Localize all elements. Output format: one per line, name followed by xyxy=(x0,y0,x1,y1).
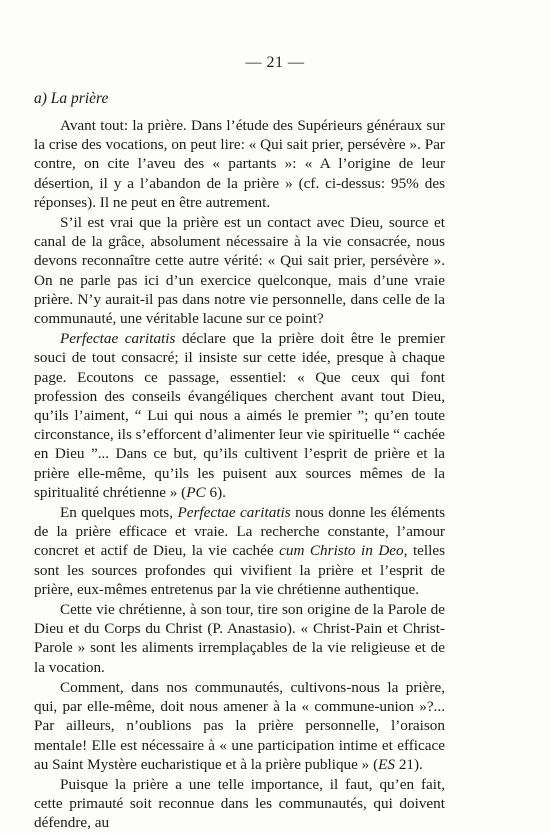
paragraph-3-text: déclare que la prière doit être le premier souci de tout consacré; il insiste sur cette idée, presque à chaque page. Ecoutons ce passage, essentiel: « Que ceux qui font profession des conseils évangéliques cherchent avant tout Dieu, qu’ils l’aiment, “ Lui qui nous a aimés le premier ”; qu’en toute circonstance, ils s’efforcent d’alimenter leur vie spirituelle “ cachée en Dieu ”... Dans ce but, qu’ils cultivent l’esprit de prière et la prière elle-même, qu’ils les puisent aux sources mêmes de la spiritualité chrétienne » ( xyxy=(34,330,445,501)
reference-tail: 6). xyxy=(205,483,226,501)
reference-abbrev: ES xyxy=(378,755,396,773)
section-label: a) xyxy=(34,90,47,107)
reference-abbrev: PC xyxy=(186,483,206,501)
italic-title: Perfectae caritatis xyxy=(60,330,176,348)
italic-title: Perfectae caritatis xyxy=(177,504,291,522)
paragraph-5: Cette vie chrétienne, à son tour, tire son origine de la Parole de Dieu et du Corps du Christ (P. Anastasio). « Christ-Pain et Christ-Parole » sont les aliments irremplaçables de la vie religieuse et de la vocation. xyxy=(34,601,445,676)
paragraph-4-text-a: En quelques mots, xyxy=(60,504,178,522)
paragraph-4 xyxy=(34,503,445,599)
paragraph-6 xyxy=(34,678,445,774)
paragraph-2: S’il est vrai que la prière est un contact avec Dieu, source et canal de la grâce, absolument nécessaire à la vie consacrée, nous devons reconnaître cette autre vérité: « Qui sait prier, persévère ». On ne parle pas ici d’un exercice quelconque, mais d’une vraie prière. N’y aurait-il pas dans notre vie personnelle, dans celle de la communauté, une véritable lacune sur ce point? xyxy=(34,214,445,328)
paragraph-7: Puisque la prière a une telle importance, il faut, qu’en fait, cette primauté soit reconnue dans les communautés, qui doivent défendre, au xyxy=(34,775,445,832)
section-heading xyxy=(34,90,108,108)
latin-phrase: cum Christo in Deo, xyxy=(279,542,408,560)
paragraph-6-text: Comment, dans nos communautés, cultivons-nous la prière, qui, par elle-même, doit nous amener à la « commune-union »?... Par ailleurs, n’oublions pas la prière personnelle, l’oraison mentale! Elle est nécessaire à « une participation intime et efficace au Saint Mystère eucharistique et à la prière publique » ( xyxy=(34,678,445,773)
paragraph-4-text-c: telles sont les sources profondes qui vivifient la prière et l’esprit de prière, eux-mêmes entretenus par la vie chrétienne authentique. xyxy=(34,542,445,598)
page-number: — 21 — xyxy=(245,54,305,71)
section-title: La prière xyxy=(50,90,109,107)
paragraph-3 xyxy=(34,329,445,502)
body-text xyxy=(34,116,445,833)
reference-tail: 21). xyxy=(395,755,423,773)
paragraph-1: Avant tout: la prière. Dans l’étude des Supérieurs généraux sur la crise des vocations, on peut lire: « Qui sait prier, persévère ». Par contre, on cite l’aveu des « partants »: « A l’origine de leur désertion, il y a l’abandon de la prière » (cf. ci-dessus: 95% des réponses). Il ne peut en être autrement. xyxy=(34,117,445,211)
paragraph-4-text-b: nous donne les éléments de la prière efficace et vraie. La recherche constante, l’amour concret et actif de Dieu, la vie cachée xyxy=(34,504,445,560)
